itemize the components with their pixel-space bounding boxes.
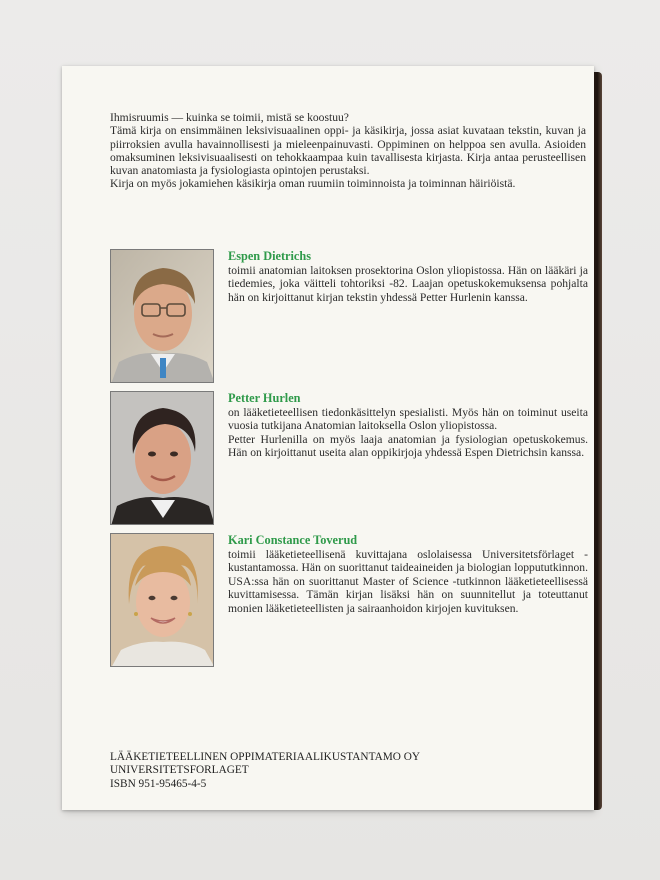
intro-line: Kirja on myös jokamiehen käsikirja oman ruumiin toiminnoista ja toiminnan häiriöistä. — [110, 177, 516, 191]
author-photo-kari-constance-toverud — [110, 533, 214, 667]
author-photo-petter-hurlen — [110, 391, 214, 525]
author-bio-paragraph: Petter Hurlenilla on myös laaja anatomian ja fysiologian opetuskokemus. Hän on kirjoittanut useita alan oppikirjoja yhdessä Espen Dietrichsin kanssa. — [228, 432, 588, 460]
author-card-espen-dietrichs — [110, 249, 590, 385]
author-card-petter-hurlen — [110, 391, 590, 527]
author-bio — [228, 548, 588, 615]
author-text — [228, 533, 588, 615]
author-bio — [228, 264, 588, 304]
author-bio-paragraph: toimii lääketieteellisenä kuvittajana oslolaisessa Universitetsförlaget -kustantamossa. Hän on suorittanut taideaineiden ja biologian loppututkinnon. USA:ssa hän on suorittanut Master of Science -tutkinnon lääketieteellisessä kuvittamisessa. Tämän kirjan lisäksi hän on suunnitellut ja toteuttanut monien lääketieteellisten ja sairaanhoidon kirjojen kuvituksen. — [228, 548, 588, 615]
author-bio-paragraph: on lääketieteellisen tiedonkäsittelyn spesialisti. Myös hän on toiminut useita vuosia tutkijana Anatomian laitoksella Oslon yliopistossa. — [228, 406, 588, 433]
intro-line: Tämä kirja on ensimmäinen leksivisuaalinen oppi- ja käsikirja, jossa asiat kuvataan tekstin, kuvan ja piirroksien avulla havainnollisesti ja mieleenpainuvasti. Oppiminen on helppoa sen avulla. Asioiden omaksuminen leksivisuaalisesti on tehokkaampaa kuin tavallisesta kirjasta. Kirja antaa perusteellisen kuvan anatomiasta ja fysiologiasta opintojen perustaksi. — [110, 124, 586, 178]
author-name: Petter Hurlen — [228, 391, 301, 405]
publisher-name: LÄÄKETIETEELLINEN OPPIMATERIAALIKUSTANTAMO OY — [110, 751, 421, 763]
intro-text — [110, 111, 586, 191]
publisher-name-secondary: UNIVERSITETSFORLAGET — [110, 764, 249, 777]
author-text — [228, 391, 588, 460]
intro-line: Ihmisruumis — kuinka se toimii, mistä se koostuu? — [110, 111, 349, 124]
author-bio — [228, 406, 588, 460]
author-card-kari-constance-toverud — [110, 533, 590, 669]
author-photo-espen-dietrichs — [110, 249, 214, 383]
author-bio-paragraph: toimii anatomian laitoksen prosektorina Oslon yliopistossa. Hän on lääkäri ja tiedemies, joka väitteli tohtoriksi -82. Laajan opetuskokemuksensa pohjalta hän on kirjoittanut kirjan tekstin yhdessä Petter Hurlenin kanssa. — [228, 264, 588, 304]
publisher-block — [110, 751, 510, 791]
author-text — [228, 249, 588, 304]
author-name: Espen Dietrichs — [228, 249, 312, 263]
isbn: ISBN 951-95465-4-5 — [110, 777, 207, 790]
author-name: Kari Constance Toverud — [228, 533, 358, 547]
